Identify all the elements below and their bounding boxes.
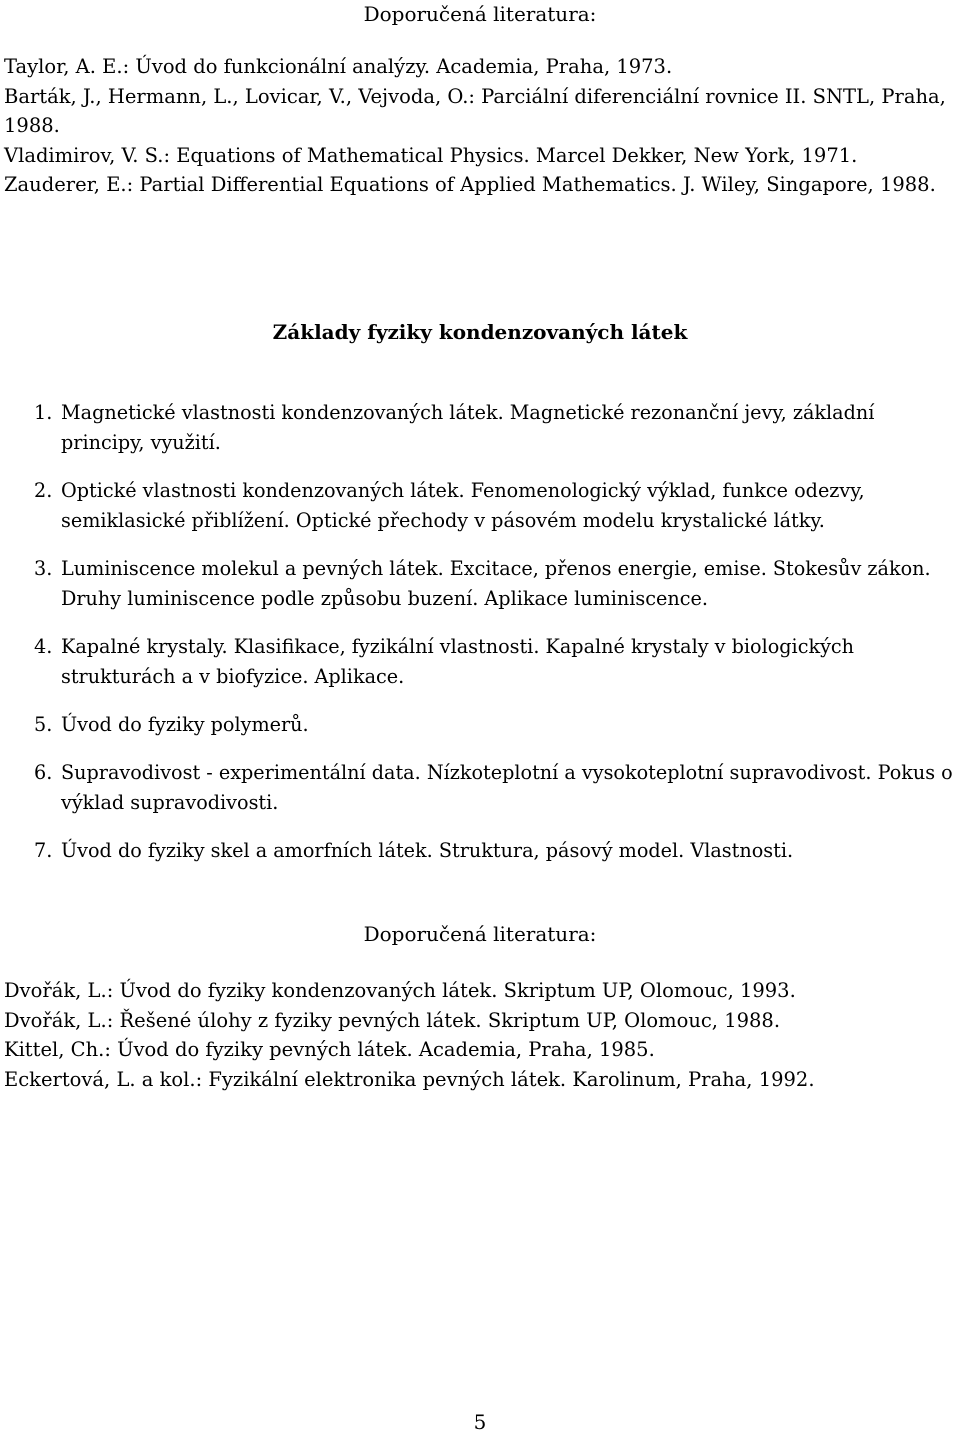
topic-number: 7. xyxy=(34,839,53,862)
reference-list-2 xyxy=(4,976,954,1094)
reference-item: Dvořák, L.: Úvod do fyziky kondenzovaných látek. Skriptum UP, Olomouc, 1993. xyxy=(4,979,796,1002)
page-number: 5 xyxy=(473,1410,487,1434)
reference-item: Zauderer, E.: Partial Differential Equations of Applied Mathematics. J. Wiley, Singapore, 1988. xyxy=(4,173,936,196)
reference-item: Barták, J., Hermann, L., Lovicar, V., Vejvoda, O.: Parciální diferenciální rovnice II. SNTL, Praha, 1988. xyxy=(4,84,946,137)
topic-text: Kapalné krystaly. Klasifikace, fyzikální vlastnosti. Kapalné krystaly v biologických strukturách a v biofyzice. Aplikace. xyxy=(61,635,855,688)
reference-list-1 xyxy=(4,52,954,200)
topic-item xyxy=(34,836,956,866)
topic-number: 1. xyxy=(34,401,53,424)
topic-text: Supravodivost - experimentální data. Nízkoteplotní a vysokoteplotní supravodivost. Pokus o výklad supravodivosti. xyxy=(61,761,953,814)
topic-item xyxy=(34,476,956,536)
reference-item: Dvořák, L.: Řešené úlohy z fyziky pevných látek. Skriptum UP, Olomouc, 1988. xyxy=(4,1008,781,1032)
topic-number: 6. xyxy=(34,761,53,784)
topic-item xyxy=(34,632,956,692)
literature-heading-2: Doporučená literatura: xyxy=(363,922,597,946)
topic-item xyxy=(34,398,956,458)
topic-number: 4. xyxy=(34,635,53,658)
topic-list xyxy=(34,398,956,884)
reference-item: Vladimirov, V. S.: Equations of Mathematical Physics. Marcel Dekker, New York, 1971. xyxy=(4,143,858,167)
literature-heading-1: Doporučená literatura: xyxy=(363,2,597,26)
topic-text: Úvod do fyziky skel a amorfních látek. Struktura, pásový model. Vlastnosti. xyxy=(61,839,794,862)
reference-item: Kittel, Ch.: Úvod do fyziky pevných látek. Academia, Praha, 1985. xyxy=(4,1038,655,1061)
topic-text: Magnetické vlastnosti kondenzovaných látek. Magnetické rezonanční jevy, základní principy, využití. xyxy=(61,401,875,454)
section-title: Základy fyziky kondenzovaných látek xyxy=(272,320,688,344)
topic-number: 5. xyxy=(34,713,53,736)
topic-number: 2. xyxy=(34,479,53,502)
topic-text: Optické vlastnosti kondenzovaných látek. Fenomenologický výklad, funkce odezvy, semiklasické přiblížení. Optické přechody v pásovém modelu krystalické látky. xyxy=(61,479,865,532)
topic-item xyxy=(34,710,956,740)
reference-item: Eckertová, L. a kol.: Fyzikální elektronika pevných látek. Karolinum, Praha, 1992. xyxy=(4,1067,815,1091)
topic-text: Luminiscence molekul a pevných látek. Excitace, přenos energie, emise. Stokesův zákon. Druhy luminiscence podle způsobu buzení. Aplikace luminiscence. xyxy=(61,557,931,610)
reference-item: Taylor, A. E.: Úvod do funkcionální analýzy. Academia, Praha, 1973. xyxy=(4,55,673,78)
topic-item xyxy=(34,554,956,614)
topic-text: Úvod do fyziky polymerů. xyxy=(61,713,309,736)
topic-item xyxy=(34,758,956,818)
topic-number: 3. xyxy=(34,557,53,580)
